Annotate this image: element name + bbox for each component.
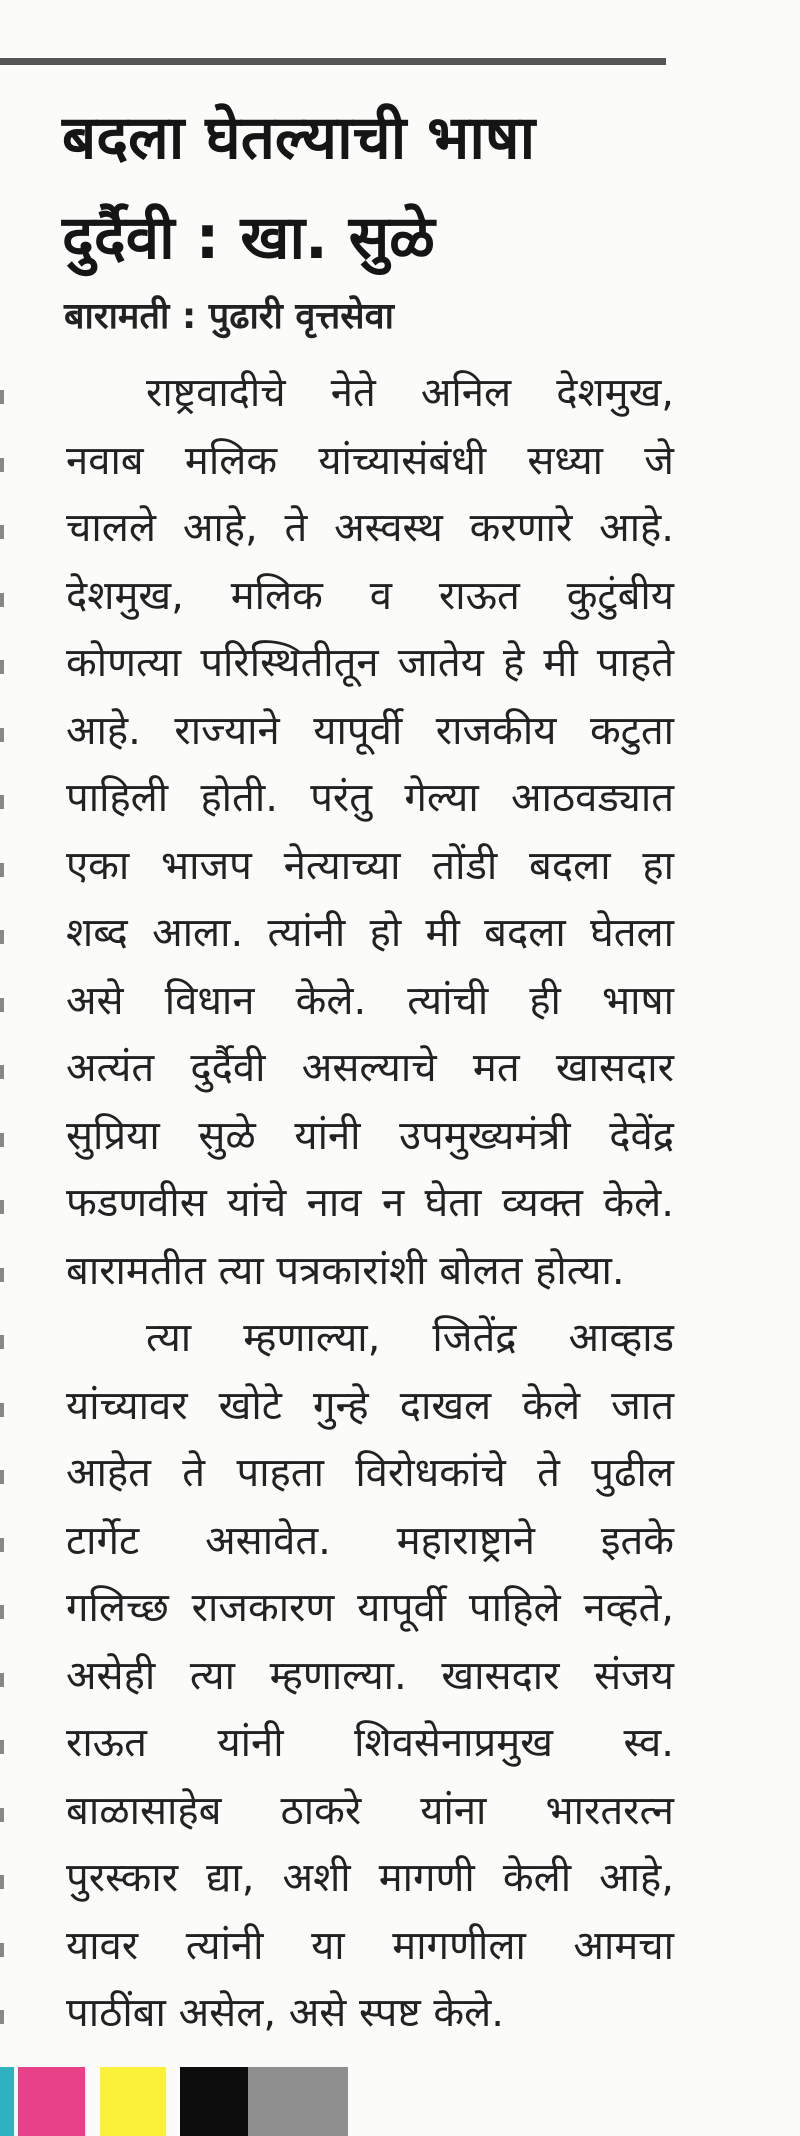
body-text-line: बारामतीत त्या पत्रकारांशी बोलत होत्या.: [66, 1247, 625, 1294]
body-text-line: अत्यंत दुर्दैवी असल्याचे मत खासदार: [66, 1045, 674, 1091]
article-headline: [62, 88, 682, 288]
body-text-line: असेही त्या म्हणाल्या. खासदार संजय: [66, 1652, 674, 1699]
margin-tick-mark: [0, 1325, 6, 1393]
article-body: [66, 360, 674, 2048]
article-dateline: बारामती : पुढारी वृत्तसेवा: [64, 296, 394, 337]
color-bar-gray: [248, 2067, 348, 2136]
margin-tick-mark: [0, 1393, 6, 1461]
body-text-line: पाहिली होती. परंतु गेल्या आठवड्यात: [66, 775, 674, 821]
margin-tick-mark: [0, 1528, 6, 1596]
margin-tick-mark: [0, 515, 6, 583]
margin-ticks: [0, 380, 6, 2068]
margin-tick-mark: [0, 785, 6, 853]
margin-tick-mark: [0, 1865, 6, 1933]
body-text-line: शब्द आला. त्यांनी हो मी बदला घेतला: [66, 910, 674, 956]
margin-tick-mark: [0, 1595, 6, 1663]
margin-tick-mark: [0, 1798, 6, 1866]
body-text-line: टार्गेट असावेत. महाराष्ट्राने इतके: [66, 1517, 674, 1564]
margin-tick-mark: [0, 1123, 6, 1191]
headline-line-1: बदला घेतल्याची भाषा: [62, 103, 536, 173]
margin-tick-mark: [0, 1190, 6, 1258]
body-text-line: चालले आहे, ते अस्वस्थ करणारे आहे.: [66, 505, 674, 551]
top-rule-divider: [0, 58, 666, 65]
margin-tick-mark: [0, 988, 6, 1056]
body-text-line: असे विधान केले. त्यांची ही भाषा: [66, 977, 674, 1024]
margin-tick-mark: [0, 718, 6, 786]
margin-tick-mark: [0, 1933, 6, 2001]
margin-tick-mark: [0, 448, 6, 516]
body-text-line: बाळासाहेब ठाकरे यांना भारतरत्न: [66, 1787, 674, 1834]
body-text-line: त्या म्हणाल्या, जितेंद्र आव्हाड: [146, 1315, 674, 1361]
margin-tick-mark: [0, 380, 6, 448]
body-text-line: यावर त्यांनी या मागणीला आमचा: [66, 1922, 674, 1969]
headline-line-2: दुर्दैवी : खा. सुळे: [62, 203, 435, 273]
body-text-line: यांच्यावर खोटे गुन्हे दाखल केले जात: [66, 1382, 674, 1429]
body-text-line: आहे. राज्याने यापूर्वी राजकीय कटुता: [66, 707, 674, 754]
margin-tick-mark: [0, 583, 6, 651]
color-bar-black: [180, 2067, 248, 2136]
margin-tick-mark: [0, 2000, 6, 2068]
body-text-line: कोणत्या परिस्थितीतून जातेय हे मी पाहते: [66, 640, 674, 686]
margin-tick-mark: [0, 920, 6, 988]
margin-tick-mark: [0, 1460, 6, 1528]
body-text-line: सुप्रिया सुळे यांनी उपमुख्यमंत्री देवेंद्र: [66, 1112, 674, 1159]
margin-tick-mark: [0, 1258, 6, 1326]
body-text-line: राऊत यांनी शिवसेनाप्रमुख स्व.: [66, 1720, 674, 1766]
color-bar-magenta: [18, 2067, 85, 2136]
body-text-line: एका भाजप नेत्याच्या तोंडी बदला हा: [66, 842, 674, 889]
margin-tick-mark: [0, 853, 6, 921]
body-text-line: देशमुख, मलिक व राऊत कुटुंबीय: [66, 572, 674, 619]
margin-tick-mark: [0, 1730, 6, 1798]
body-text-line: राष्ट्रवादीचे नेते अनिल देशमुख,: [146, 370, 674, 416]
color-bar-yellow: [100, 2067, 166, 2136]
body-text-line: नवाब मलिक यांच्यासंबंधी सध्या जे: [66, 437, 674, 484]
margin-tick-mark: [0, 650, 6, 718]
margin-tick-mark: [0, 1055, 6, 1123]
body-text-line: फडणवीस यांचे नाव न घेता व्यक्त केले.: [66, 1180, 674, 1226]
margin-tick-mark: [0, 1663, 6, 1731]
body-text-line: पुरस्कार द्या, अशी मागणी केली आहे,: [66, 1855, 674, 1901]
body-text-line: पाठींबा असेल, असे स्पष्ट केले.: [66, 1990, 504, 2036]
color-bar-cyan: [0, 2067, 14, 2136]
body-text-line: आहेत ते पाहता विरोधकांचे ते पुढील: [66, 1450, 674, 1496]
body-text-line: गलिच्छ राजकारण यापूर्वी पाहिले नव्हते,: [66, 1585, 674, 1631]
